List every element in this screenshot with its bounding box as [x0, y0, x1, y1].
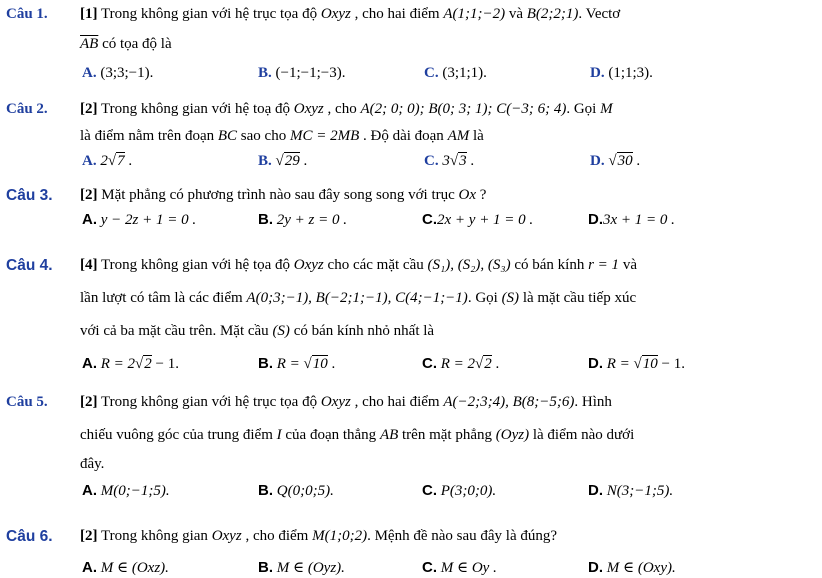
option-c[interactable]: C. R = 2√2 .	[422, 355, 500, 372]
option-c[interactable]: C. M ∈ Oy .	[422, 559, 497, 576]
question-text-line-3: với cả ba mặt cầu trên. Mặt cầu (S) có bán kính nhỏ nhất là	[80, 323, 435, 339]
option-c[interactable]: C. 3√3 .	[424, 153, 475, 169]
option-b[interactable]: B. √29 .	[258, 153, 308, 169]
question-text-line-1: [1] Trong không gian với hệ trục tọa độ Oxyz , cho hai điểm A(1;1;−2) và B(2;2;1). Vectơ	[80, 6, 621, 22]
question-label: Câu 4.	[6, 257, 53, 274]
option-a[interactable]: A. y − 2z + 1 = 0 .	[82, 211, 197, 228]
question-text-line-2: lần lượt có tâm là các điểm A(0;3;−1), B(−2;1;−1), C(4;−1;−1). Gọi (S) là mặt cầu tiếp xúc	[80, 290, 637, 306]
difficulty-level: [2]	[80, 101, 98, 117]
difficulty-level: [2]	[80, 187, 98, 203]
option-d[interactable]: D. N(3;−1;5).	[588, 482, 674, 499]
question-text-line-2: $\overline{AB}$ có tọa độ là	[80, 36, 172, 52]
option-c[interactable]: C.2x + y + 1 = 0 .	[422, 211, 534, 228]
option-d[interactable]: D.3x + 1 = 0 .	[588, 211, 675, 228]
option-c[interactable]: C. P(3;0;0).	[422, 482, 497, 499]
question-text-line-1: [2] Trong không gian với hệ toạ độ Oxyz , cho A(2; 0; 0); B(0; 3; 1); C(−3; 6; 4). Gọi M	[80, 101, 613, 117]
question-text-line-2: là điểm nằm trên đoạn BC sao cho MC = 2MB . Độ dài đoạn AM là	[80, 128, 484, 144]
question-label: Câu 3.	[6, 187, 53, 204]
difficulty-level: [1]	[80, 6, 98, 22]
question-text-line-3: đây.	[80, 456, 105, 472]
question-label: Câu 2.	[6, 101, 48, 117]
option-d[interactable]: D. M ∈ (Oxy).	[588, 559, 676, 576]
question-label: Câu 6.	[6, 528, 53, 545]
option-c[interactable]: C. (3;1;1).	[424, 65, 487, 81]
option-b[interactable]: B. M ∈ (Oyz).	[258, 559, 345, 576]
question-text-line-2: chiếu vuông góc của trung điểm I của đoạn thẳng AB trên mặt phẳng (Oyz) là điểm nào dưới	[80, 427, 635, 443]
option-a[interactable]: A. M(0;−1;5).	[82, 482, 170, 499]
option-a[interactable]: A. M ∈ (Oxz).	[82, 559, 169, 576]
option-a[interactable]: A. 2√7 .	[82, 153, 133, 169]
option-b[interactable]: B. 2y + z = 0 .	[258, 211, 347, 228]
option-d[interactable]: D. (1;1;3).	[590, 65, 653, 81]
question-text-line-1: [2] Trong không gian với hệ trục tọa độ Oxyz , cho hai điểm A(−2;3;4), B(8;−5;6). Hình	[80, 394, 612, 410]
difficulty-level: [2]	[80, 394, 98, 410]
option-a[interactable]: A. (3;3;−1).	[82, 65, 154, 81]
question-label: Câu 5.	[6, 394, 48, 410]
question-text-line-1: [2] Mặt phẳng có phương trình nào sau đây song song với trục Ox ?	[80, 187, 487, 203]
question-label: Câu 1.	[6, 6, 48, 22]
vector-ab: $\overline{AB}$	[80, 36, 99, 52]
question-text-line-1: [2] Trong không gian Oxyz , cho điểm M(1;0;2). Mệnh đề nào sau đây là đúng?	[80, 528, 558, 544]
option-d[interactable]: D. R = √10 − 1.	[588, 355, 685, 372]
question-text-line-1: [4] Trong không gian với hệ tọa độ Oxyz cho các mặt cầu (S₁), (S₂), (S₃) có bán kính r = 1 và	[80, 257, 637, 273]
option-b[interactable]: B. R = √10 .	[258, 355, 336, 372]
difficulty-level: [4]	[80, 257, 98, 273]
option-a[interactable]: A. R = 2√2 − 1.	[82, 355, 179, 372]
difficulty-level: [2]	[80, 528, 98, 544]
option-b[interactable]: B. (−1;−1;−3).	[258, 65, 346, 81]
option-b[interactable]: B. Q(0;0;5).	[258, 482, 334, 499]
option-d[interactable]: D. √30 .	[590, 153, 641, 169]
